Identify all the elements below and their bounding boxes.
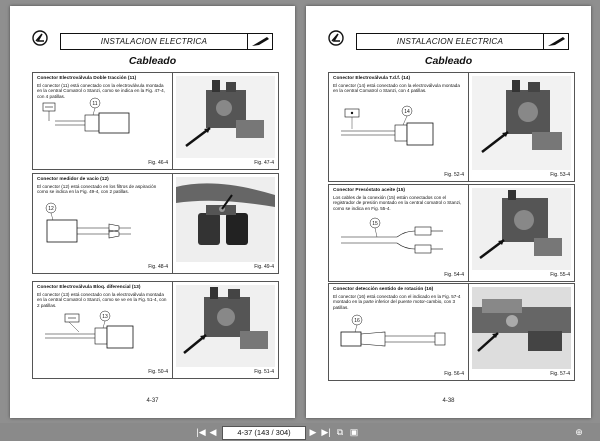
text-block-14 — [328, 72, 469, 182]
block-title: Conector Electroválvula Bloq. diferencial (13) — [37, 285, 141, 290]
block-text: El conector (13) está conectado con la electroválvula montada en la central Comatrol o Stanzi, como se ve en la Fig. 51-4, con 2 patillas. — [37, 291, 167, 308]
block-title: Conector Presóstato aceite (15) — [333, 188, 405, 193]
connector-drawing — [39, 97, 167, 147]
figure-caption: Fig. 54-4 — [444, 272, 464, 278]
copy-icon[interactable]: ⧉ — [336, 427, 344, 437]
section-title: Cableado — [424, 55, 473, 67]
block-title: Conector medidor de vacío (12) — [37, 177, 109, 182]
figure-caption: Fig. 46-4 — [148, 160, 168, 166]
connector-drawing — [335, 97, 463, 157]
hydraulic-valve-photo — [472, 188, 571, 270]
connector-drawing — [335, 314, 463, 368]
callout-16: 16 — [354, 318, 360, 324]
photo-block-51 — [172, 281, 279, 379]
page-info-field[interactable]: 4-37 (143 / 304) — [222, 426, 306, 440]
block-text: El conector (14) está conectado con la electroválvula montada en la central Comatrol o Stanzi, con 4 patillas. — [333, 82, 460, 94]
figure-caption: Fig. 57-4 — [550, 371, 570, 377]
photo-block-53 — [468, 72, 575, 182]
connector-drawing — [39, 198, 167, 254]
last-page-icon[interactable]: ▶| — [321, 427, 331, 437]
block-text: El conector (12) está conectado en los filtros de aspiración como se indica en la Fig. 49-4, con 2 patillas. — [37, 183, 157, 195]
figure-caption: Fig. 53-4 — [550, 172, 570, 178]
text-block-16 — [328, 283, 469, 381]
photo-block-57 — [468, 283, 575, 381]
photo-block-55 — [468, 184, 575, 282]
figure-caption: Fig. 55-4 — [550, 272, 570, 278]
header-title: INSTALACION ELECTRICA — [60, 33, 248, 50]
first-page-icon[interactable]: |◀ — [196, 427, 206, 437]
pen-icon — [544, 33, 569, 50]
logo-icon — [328, 30, 344, 46]
next-page-icon[interactable]: ▶ — [309, 427, 317, 437]
text-block-13 — [32, 281, 173, 379]
figure-caption: Fig. 50-4 — [148, 369, 168, 375]
block-text: El conector (16) está conectado con el indicado en la Fig. 57-4 montado en la parte inferior del puente motor-cambio, con 3 patillas. — [333, 293, 461, 310]
hydraulic-valve-photo — [176, 285, 275, 367]
block-text: El conector (11) está conectado con la electroválvula montada en la central Comatrol o Stanzi, como se indica en la Fig. 47-4, con 4 patillas. — [37, 82, 165, 99]
callout-11: 11 — [92, 101, 98, 107]
connector-drawing — [335, 215, 463, 267]
block-title: Conector Electroválvula Doble tracción (11) — [37, 76, 137, 81]
figure-caption: Fig. 47-4 — [254, 160, 274, 166]
pen-icon — [248, 33, 273, 50]
text-block-15 — [328, 184, 469, 282]
text-block-12 — [32, 173, 173, 274]
callout-14: 14 — [404, 109, 410, 115]
text-block-11 — [32, 72, 173, 170]
filters-photo — [176, 177, 275, 262]
zoom-icon[interactable]: ⊕ — [575, 427, 583, 437]
photo-block-49 — [172, 173, 279, 274]
prev-page-icon[interactable]: ◀ — [209, 427, 217, 437]
figure-caption: Fig. 56-4 — [444, 371, 464, 377]
page-number: 4-38 — [442, 398, 455, 404]
block-title: Conector detección sentido de rotación (16) — [333, 287, 434, 292]
figure-caption: Fig. 49-4 — [254, 264, 274, 270]
hydraulic-valve-photo — [176, 76, 275, 158]
transmission-photo — [472, 287, 571, 369]
figure-caption: Fig. 52-4 — [444, 172, 464, 178]
viewer-toolbar — [0, 423, 600, 441]
callout-12: 12 — [48, 206, 54, 212]
page-number: 4-37 — [146, 398, 159, 404]
logo-icon — [32, 30, 48, 46]
header-title: INSTALACION ELECTRICA — [356, 33, 544, 50]
block-title: Conector Electroválvula T.d.f. (14) — [333, 76, 411, 81]
callout-13: 13 — [102, 314, 108, 320]
fit-icon[interactable]: ▣ — [349, 427, 359, 437]
hydraulic-valve-photo — [472, 76, 571, 170]
section-title: Cableado — [128, 55, 177, 67]
block-text: Los cables de la conexión (15) están conectados con el registrador de presión montado en la central comatrol o Stanzi, como se indica en Fig. 55-4. — [333, 194, 462, 211]
page-header — [30, 28, 280, 52]
connector-drawing — [39, 306, 167, 358]
page-left — [10, 6, 295, 418]
figure-caption: Fig. 48-4 — [148, 264, 168, 270]
page-right — [306, 6, 591, 418]
figure-caption: Fig. 51-4 — [254, 369, 274, 375]
photo-block-47 — [172, 72, 279, 170]
page-header — [326, 28, 576, 52]
callout-15: 15 — [372, 221, 378, 227]
